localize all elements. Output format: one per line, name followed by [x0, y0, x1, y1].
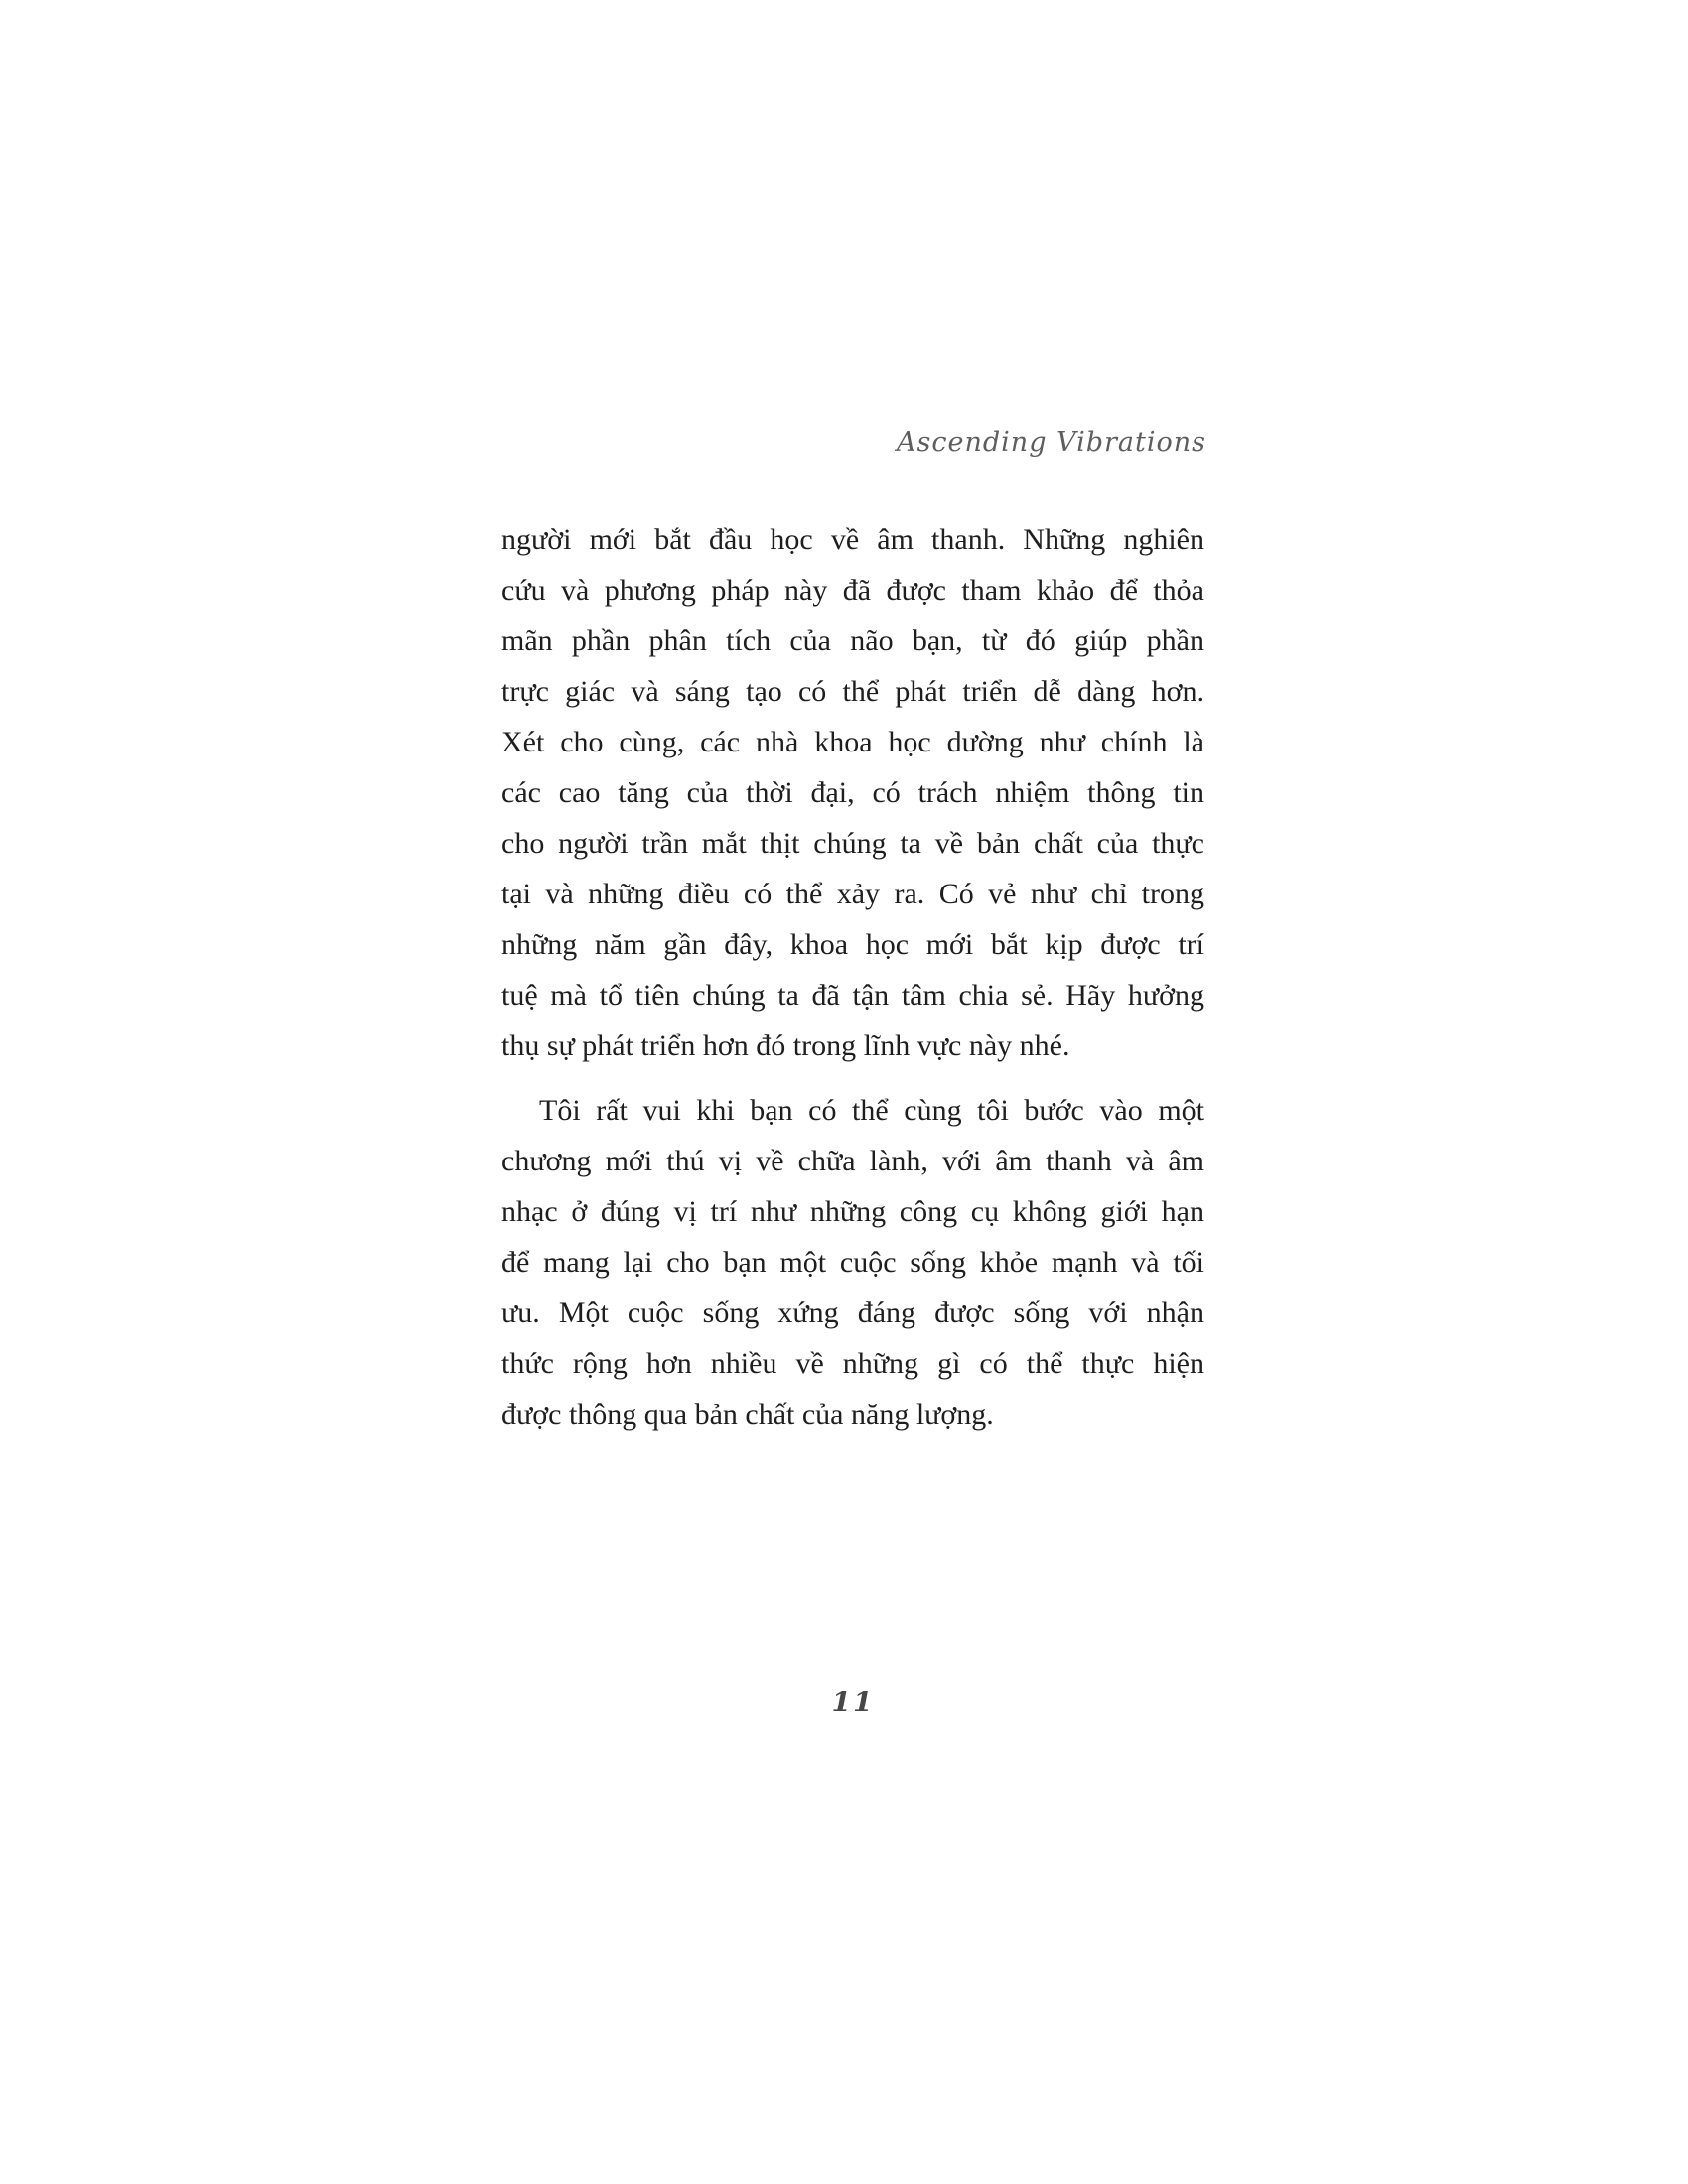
text-line: những năm gần đây, khoa học mới bắt kịp được trí: [501, 928, 1204, 961]
text-line: cho người trần mắt thịt chúng ta về bản chất của thực: [501, 827, 1204, 860]
paragraph-2: [501, 1085, 1204, 1439]
text-line: cứu và phương pháp này đã được tham khảo để thỏa: [501, 574, 1204, 607]
text-line: nhạc ở đúng vị trí như những công cụ không giới hạn: [501, 1195, 1204, 1228]
body-text: [501, 514, 1204, 1439]
text-line: được thông qua bản chất của năng lượng.: [501, 1398, 994, 1431]
page-number: 11: [831, 1686, 875, 1718]
text-line: các cao tăng của thời đại, có trách nhiệm thông tin: [501, 776, 1204, 809]
text-line: ưu. Một cuộc sống xứng đáng được sống với nhận: [501, 1297, 1204, 1329]
running-header-title: Ascending Vibrations: [897, 427, 1206, 458]
text-line: người mới bắt đầu học về âm thanh. Những nghiên: [501, 523, 1204, 556]
text-line: Tôi rất vui khi bạn có thể cùng tôi bước vào một: [539, 1094, 1204, 1127]
text-line: Xét cho cùng, các nhà khoa học dường như chính là: [501, 726, 1204, 758]
text-line: chương mới thú vị về chữa lành, với âm thanh và âm: [501, 1145, 1204, 1177]
paragraph-1: [501, 514, 1204, 1071]
text-line: thức rộng hơn nhiều về những gì có thể thực hiện: [501, 1347, 1204, 1380]
text-line: tuệ mà tổ tiên chúng ta đã tận tâm chia sẻ. Hãy hưởng: [501, 979, 1204, 1012]
text-line: mãn phần phân tích của não bạn, từ đó giúp phần: [501, 624, 1204, 657]
text-line: tại và những điều có thể xảy ra. Có vẻ như chỉ trong: [501, 878, 1204, 910]
text-line: thụ sự phát triển hơn đó trong lĩnh vực này nhé.: [501, 1029, 1070, 1062]
text-line: để mang lại cho bạn một cuộc sống khỏe mạnh và tối: [501, 1246, 1204, 1279]
text-line: trực giác và sáng tạo có thể phát triển dễ dàng hơn.: [501, 675, 1204, 708]
